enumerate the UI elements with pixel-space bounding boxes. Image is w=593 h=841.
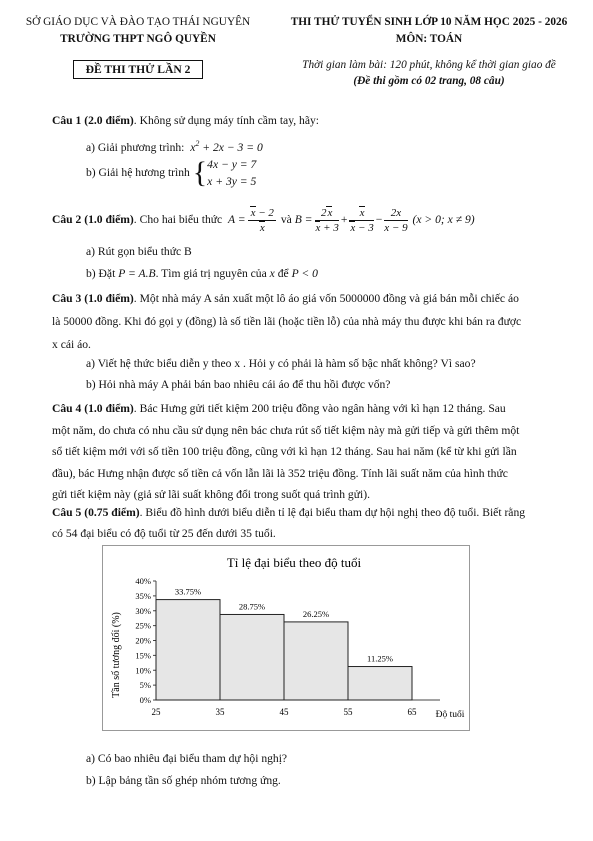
question-3-line3: x cái áo. xyxy=(52,338,91,351)
question-5-line2: có 54 đại biểu có độ tuổi từ 25 đến dưới 35 tuổi. xyxy=(52,527,276,540)
histogram-bar xyxy=(220,614,284,700)
y-tick-label: 15% xyxy=(135,650,151,661)
y-tick-label: 30% xyxy=(135,605,151,616)
x-tick-label: 25 xyxy=(151,707,161,717)
question-1-text: . Không sử dụng máy tính cầm tay, hãy: xyxy=(133,114,320,127)
chart-title: Tỉ lệ đại biểu theo độ tuổi xyxy=(226,555,362,570)
fraction-A: $\frac{x - 2}{x}$ xyxy=(248,206,276,235)
question-1b-label: b) Giải hệ hương trình xyxy=(86,166,190,179)
histogram-bar xyxy=(348,667,412,700)
histogram-bar xyxy=(284,622,348,700)
x-tick-label: 35 xyxy=(215,707,225,717)
question-1a-label: a) Giải phương trình: xyxy=(86,140,185,154)
bar-value-label: 11.25% xyxy=(367,653,393,664)
x-tick-label: 45 xyxy=(279,707,289,717)
question-2b-pre: b) Đặt xyxy=(86,267,116,280)
expression-B: B = xyxy=(294,213,313,226)
question-5-line1: . Biểu đồ hình dưới biểu diễn tỉ lệ đại biểu tham dự hội nghị theo độ tuổi. Biết rằng xyxy=(139,506,526,519)
bar-value-label: 26.25% xyxy=(302,608,330,619)
x-tick-label: 55 xyxy=(343,707,353,717)
y-tick-label: 20% xyxy=(135,635,151,646)
histogram-bar xyxy=(156,600,220,700)
variable-x: x xyxy=(269,267,275,280)
question-4-line2: một năm, do chưa có nhu cầu sử dụng nên bác chưa rút số tiết kiệm này mà gửi tiếp và gửi thêm một xyxy=(52,423,520,437)
question-4-heading: Câu 4 (1.0 điểm) xyxy=(52,402,134,415)
fraction-B3: $\frac{2x}{x - 9}$ xyxy=(384,206,408,234)
bar-value-label: 28.75% xyxy=(238,601,266,612)
question-2b-post: để xyxy=(277,267,289,280)
question-3-line2: là 50000 đồng. Khi đó gọi y (đồng) là số tiền lãi (hoặc tiền lỗ) của nhà máy thu được khi bán ra được xyxy=(52,315,522,328)
y-axis-label: Tần số tương đối (%) xyxy=(111,612,122,698)
equation-system: 4x − y = 7 x + 3y = 5 xyxy=(207,158,257,188)
question-1 xyxy=(52,113,540,129)
question-3-line1: . Một nhà máy A sản xuất một lô áo giá vốn 5000000 đồng và giá bán mỗi chiếc áo xyxy=(133,292,519,305)
y-tick-label: 40% xyxy=(135,576,151,586)
y-tick-label: 25% xyxy=(135,620,151,631)
question-2-and: và xyxy=(280,213,292,226)
question-4 xyxy=(52,398,540,506)
question-5 xyxy=(52,502,540,544)
x-axis-label: Độ tuổi xyxy=(435,710,465,720)
question-2a: a) Rút gọn biểu thức B xyxy=(86,245,192,258)
question-3b: b) Hỏi nhà máy A phải bán bao nhiêu cái áo để thu hồi được vốn? xyxy=(86,378,391,391)
question-2-heading: Câu 2 (1.0 điểm) xyxy=(52,213,134,226)
y-tick-label: 5% xyxy=(139,680,151,691)
question-4-line1: . Bác Hưng gửi tiết kiệm 200 triệu đồng vào ngân hàng với kì hạn 12 tháng. Sau xyxy=(133,402,506,415)
exam-label: ĐỀ THI THỬ LẦN 2 xyxy=(73,60,204,79)
histogram-chart xyxy=(102,545,470,731)
question-4-line3: sổ tiết kiệm mới với số tiền 100 triệu đồng, cũng với kì hạn 12 tháng. Sau hai năm (kể từ khi gửi lần xyxy=(52,445,517,458)
question-2b xyxy=(86,266,318,282)
question-4-line5: gửi tiết kiệm này (giả sử lãi suất không đổi trong suốt quá trình gửi). xyxy=(52,488,370,501)
x-tick-label: 65 xyxy=(407,707,417,717)
y-tick-label: 10% xyxy=(135,665,151,676)
question-5-heading: Câu 5 (0.75 điểm) xyxy=(52,506,140,519)
exam-title: THI THỬ TUYỂN SINH LỚP 10 NĂM HỌC 2025 - 2026 xyxy=(290,16,568,28)
question-2-text: . Cho hai biểu thức xyxy=(133,213,223,226)
question-3a: a) Viết hệ thức biểu diễn y theo x . Hỏi y có phải là hàm số bậc nhất không? Vì sao? xyxy=(86,357,476,370)
time-note: Thời gian làm bài: 120 phút, không kể thời gian giao đề xyxy=(302,59,556,71)
department-name: SỞ GIÁO DỤC VÀ ĐÀO TẠO THÁI NGUYÊN xyxy=(25,16,251,28)
question-2b-mid: . Tìm giá trị nguyên của xyxy=(155,267,267,280)
pages-note: (Đề thi gồm có 02 trang, 08 câu) xyxy=(353,75,505,87)
y-tick-label: 35% xyxy=(135,590,151,601)
question-3 xyxy=(52,287,540,356)
expression-P: P = A.B xyxy=(118,267,156,280)
question-2: Câu 2 (1.0 điểm). Cho hai biểu thức A = $\frac{x - 2}{x}$ và B = $\frac{2x}{x + 3}$ + $\frac{x}{x - 3}$ − $\frac{2x}{x - 9}$ (x > 0; x ≠ 9) xyxy=(52,206,475,234)
question-1-heading: Câu 1 (2.0 điểm) xyxy=(52,114,134,127)
condition-P: P < 0 xyxy=(291,267,318,280)
question-4-line4: đầu), bác Hưng nhận được số tiền cả vốn lẫn lãi là 352 triệu đồng. Tính lãi suất năm của hình thức xyxy=(52,466,508,480)
fraction-B2: $\frac{x}{x - 3}$ xyxy=(350,206,374,234)
fraction-B1: $\frac{2x}{x + 3}$ xyxy=(315,206,339,234)
question-1b xyxy=(86,156,256,190)
question-3-heading: Câu 3 (1.0 điểm) xyxy=(52,292,134,305)
expression-A: A = xyxy=(225,213,246,226)
question-1a xyxy=(86,136,263,156)
y-tick-label: 0% xyxy=(139,695,151,705)
system-brace: { xyxy=(192,156,208,189)
question-2-condition: (x > 0; x ≠ 9) xyxy=(412,213,475,226)
school-name: TRƯỜNG THPT NGÔ QUYỀN xyxy=(60,33,216,45)
subject: MÔN: TOÁN xyxy=(395,33,463,45)
question-5b: b) Lập bảng tần số ghép nhóm tương ứng. xyxy=(86,774,281,787)
question-5a: a) Có bao nhiêu đại biểu tham dự hội nghị? xyxy=(86,752,288,765)
exam-header xyxy=(0,16,593,96)
bar-value-label: 33.75% xyxy=(174,586,202,597)
equation-1a: $x^2 + 2x - 3 = 0$ xyxy=(187,139,263,154)
